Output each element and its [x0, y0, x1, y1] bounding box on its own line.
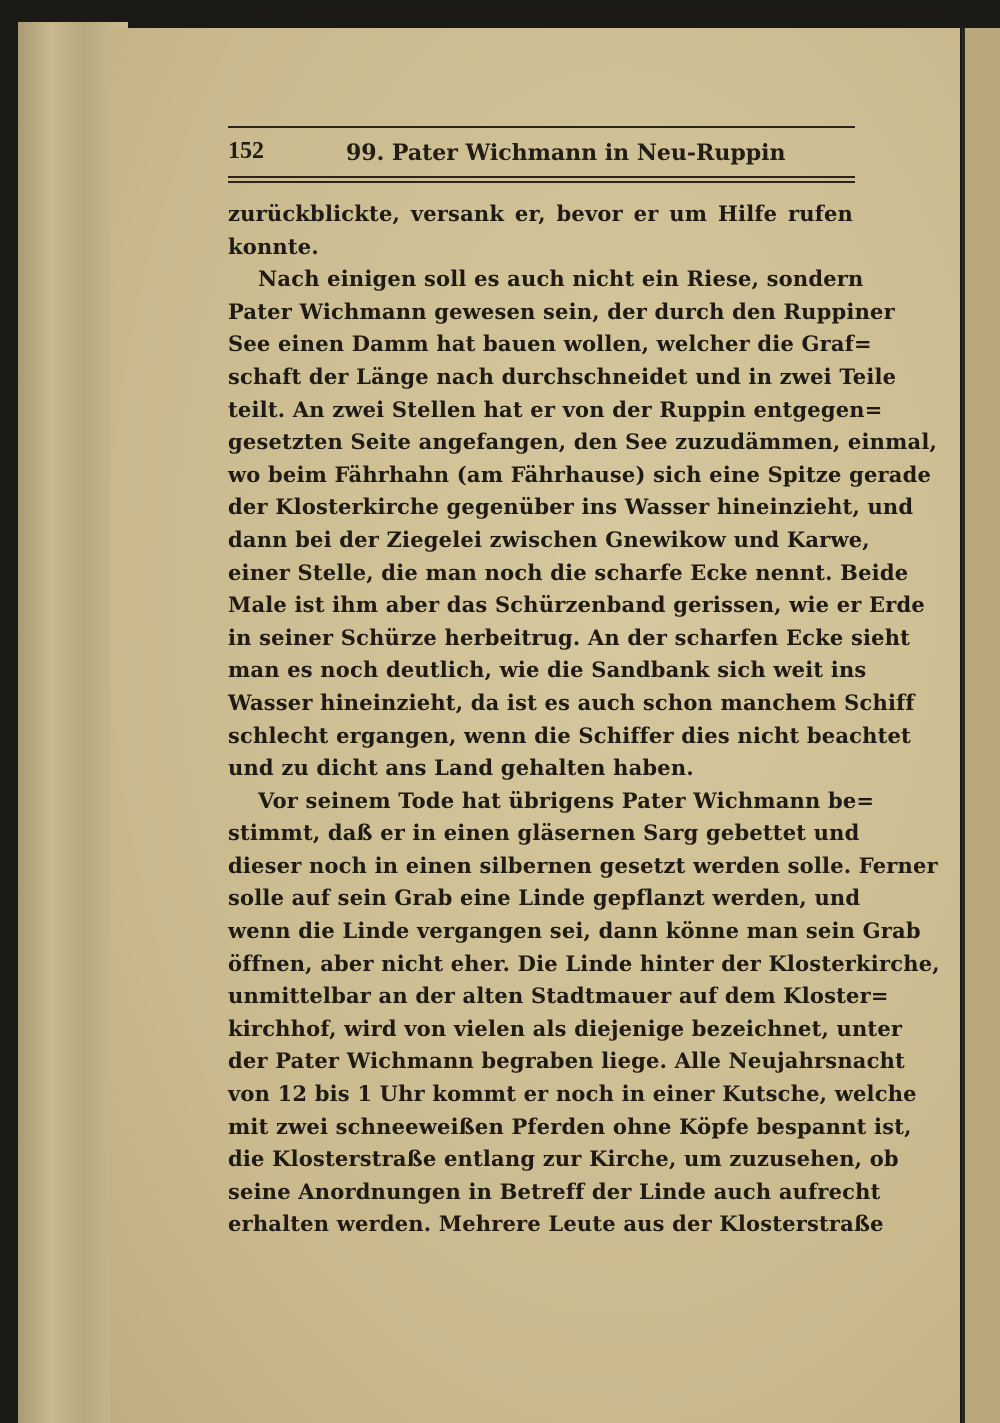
text-line: wenn die Linde vergangen sei, dann könne man sein Grab — [228, 918, 921, 944]
text-line: öffnen, aber nicht eher. Die Linde hinter der Klosterkirche, — [228, 950, 940, 976]
header-top-rule — [228, 126, 855, 128]
text-line: Vor seinem Tode hat übrigens Pater Wichmann be= — [258, 787, 875, 813]
text-line: der Klosterkirche gegenüber ins Wasser hineinzieht, und — [228, 494, 914, 520]
text-line: erhalten werden. Mehrere Leute aus der Klosterstraße — [228, 1211, 884, 1237]
text-line: gesetzten Seite angefangen, den See zuzudämmen, einmal, — [228, 429, 938, 455]
page-number: 152 — [228, 138, 264, 164]
text-line: einer Stelle, die man noch die scharfe Ecke nennt. Beide — [228, 559, 909, 585]
text-line: und zu dicht ans Land gehalten haben. — [228, 755, 694, 781]
chapter-title: 99. Pater Wichmann in Neu-Ruppin — [346, 140, 786, 166]
text-line: kirchhof, wird von vielen als diejenige bezeichnet, unter — [228, 1015, 903, 1041]
text-line: der Pater Wichmann begraben liege. Alle Neujahrsnacht — [228, 1048, 905, 1074]
text-line: Nach einigen soll es auch nicht ein Riese, sondern — [258, 266, 864, 292]
text-line: konnte. — [228, 233, 319, 259]
text-line: man es noch deutlich, wie die Sandbank sich weit ins — [228, 657, 867, 683]
text-line: teilt. An zwei Stellen hat er von der Ruppin entgegen= — [228, 396, 883, 422]
text-line: dann bei der Ziegelei zwischen Gnewikow und Karwe, — [228, 526, 870, 552]
text-line: zurückblickte, versank er, bevor er um Hilfe rufen — [228, 201, 853, 226]
text-line: Pater Wichmann gewesen sein, der durch den Ruppiner — [228, 298, 895, 324]
text-line: Male ist ihm aber das Schürzenband gerissen, wie er Erde — [228, 592, 925, 618]
text-line: schlecht ergangen, wenn die Schiffer dies nicht beachtet — [228, 722, 911, 748]
body-text — [228, 198, 940, 1241]
text-line: schaft der Länge nach durchschneidet und in zwei Teile — [228, 363, 897, 389]
text-line: unmittelbar an der alten Stadtmauer auf dem Kloster= — [228, 983, 889, 1009]
text-line: stimmt, daß er in einen gläsernen Sarg gebettet und — [228, 820, 860, 846]
header-bottom-rule-2 — [228, 181, 855, 183]
text-line: Wasser hineinzieht, da ist es auch schon manchem Schiff — [228, 689, 915, 715]
text-line: von 12 bis 1 Uhr kommt er noch in einer Kutsche, welche — [228, 1081, 917, 1107]
text-line: in seiner Schürze herbeitrug. An der scharfen Ecke sieht — [228, 624, 911, 650]
text-line: See einen Damm hat bauen wollen, welcher die Graf= — [228, 331, 872, 357]
text-line: seine Anordnungen in Betreff der Linde auch aufrecht — [228, 1178, 881, 1204]
text-line: solle auf sein Grab eine Linde gepflanzt werden, und — [228, 885, 861, 911]
text-line: mit zwei schneeweißen Pferden ohne Köpfe bespannt ist, — [228, 1113, 912, 1139]
running-header — [228, 138, 855, 172]
text-line: dieser noch in einen silbernen gesetzt werden solle. Ferner — [228, 852, 938, 878]
text-line: die Klosterstraße entlang zur Kirche, um zuzusehen, ob — [228, 1146, 899, 1172]
text-line: wo beim Fährhahn (am Fährhause) sich eine Spitze gerade — [228, 461, 932, 487]
facing-page-edge — [962, 28, 1000, 1423]
header-bottom-rule — [228, 176, 855, 178]
